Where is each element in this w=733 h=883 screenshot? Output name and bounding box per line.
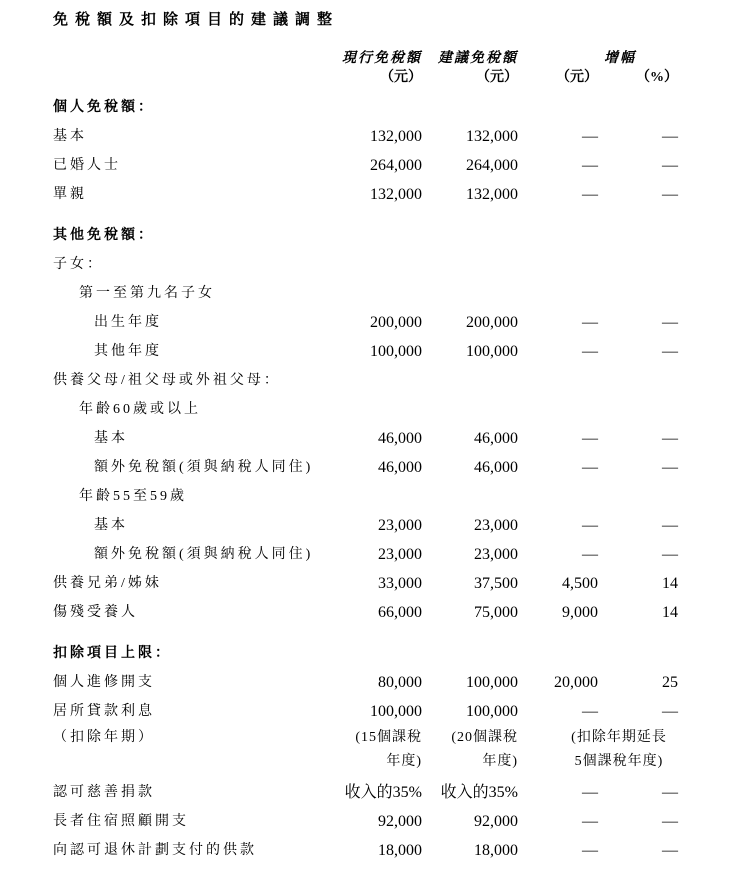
row-label: 年齡60歲或以上: [79, 402, 201, 417]
cell-current-allowance: 132,000: [370, 128, 422, 145]
cell-increase-pct: —: [662, 157, 678, 174]
cell-increase-amount: —: [582, 186, 598, 203]
cell-increase-pct: —: [662, 842, 678, 859]
cell-increase-amount: 20,000: [554, 674, 598, 691]
cell-proposed-allowance: 37,500: [474, 575, 518, 592]
cell-increase-pct: —: [662, 703, 678, 720]
cell-current-allowance: 200,000: [370, 314, 422, 331]
cell-current-allowance: 66,000: [378, 604, 422, 621]
header-proposed-allowance: 建議免稅額: [438, 51, 518, 66]
table-row: [53, 453, 733, 482]
cell-increase-amount: —: [582, 546, 598, 563]
cell-increase-pct: 25: [662, 674, 678, 691]
row-label: 額外免稅額(須與納稅人同住): [94, 460, 314, 475]
cell-proposed-allowance: 收入的35%: [440, 784, 518, 801]
row-label: 向認可退休計劃支付的供款: [53, 843, 257, 858]
cell-increase-amount: —: [582, 703, 598, 720]
table-row: [53, 482, 733, 511]
cell-current-allowance: 23,000: [378, 517, 422, 534]
row-label: 基本: [94, 518, 128, 533]
cell-increase-amount: —: [582, 517, 598, 534]
cell-increase-pct: —: [662, 314, 678, 331]
row-label: 扣除項目上限：: [53, 646, 172, 661]
cell-increase-pct: —: [662, 186, 678, 203]
cell-current-allowance: 46,000: [378, 430, 422, 447]
cell-proposed-allowance: 200,000: [466, 314, 518, 331]
cell-proposed-allowance: 100,000: [466, 703, 518, 720]
table-row: [53, 279, 733, 308]
cell-line: 年度): [482, 754, 518, 769]
cell-proposed-allowance: 23,000: [474, 517, 518, 534]
row-label: 認可慈善捐款: [53, 785, 155, 800]
table-row: [53, 180, 733, 209]
cell-increase-pct: —: [662, 517, 678, 534]
row-label: 單親: [53, 187, 87, 202]
header-increase-amount-unit: （元）: [556, 70, 598, 85]
cell-proposed-allowance: 18,000: [474, 842, 518, 859]
cell-proposed-allowance: 92,000: [474, 813, 518, 830]
cell-increase-amount: —: [582, 128, 598, 145]
table-row: [53, 639, 733, 668]
table-row: [53, 308, 733, 337]
table-header: [53, 50, 733, 87]
row-label: 個人進修開支: [53, 675, 155, 690]
cell-current-allowance: 132,000: [370, 186, 422, 203]
row-label: 居所貸款利息: [53, 704, 155, 719]
table-row: [53, 668, 733, 697]
header-increase: 增幅: [604, 51, 636, 66]
cell-increase-amount: —: [582, 157, 598, 174]
cell-proposed-allowance: [422, 726, 518, 778]
cell-current-allowance: 100,000: [370, 343, 422, 360]
cell-line: (20個課稅: [451, 730, 518, 745]
table-row: [53, 337, 733, 366]
cell-increase-pct: —: [662, 459, 678, 476]
cell-proposed-allowance: 264,000: [466, 157, 518, 174]
table-row: [53, 836, 733, 865]
table-row: [53, 250, 733, 279]
row-label: 第一至第九名子女: [79, 286, 215, 301]
table-row: [53, 598, 733, 627]
cell-current-allowance: 33,000: [378, 575, 422, 592]
row-label: 供養父母/祖父母或外祖父母：: [53, 373, 281, 388]
row-label: 供養兄弟/姊妹: [53, 576, 162, 591]
row-label: 其他免稅額：: [53, 228, 155, 243]
row-label: 額外免稅額(須與納稅人同住): [94, 547, 314, 562]
table-row: [53, 122, 733, 151]
cell-increase-amount: —: [582, 842, 598, 859]
row-label: 子女：: [53, 257, 104, 272]
cell-current-allowance: 收入的35%: [344, 784, 422, 801]
cell-current-allowance: 80,000: [378, 674, 422, 691]
cell-increase-pct: —: [662, 128, 678, 145]
table-row: [53, 424, 733, 453]
cell-current-allowance: 18,000: [378, 842, 422, 859]
cell-increase-pct: —: [662, 813, 678, 830]
row-label: 年齡55至59歲: [79, 489, 187, 504]
cell-increase-amount: —: [582, 784, 598, 801]
cell-current-allowance: 92,000: [378, 813, 422, 830]
table-row: [53, 366, 733, 395]
table-row: [53, 778, 733, 807]
cell-current-allowance: [330, 726, 422, 778]
cell-increase-note: [518, 726, 678, 778]
cell-increase-amount: —: [582, 813, 598, 830]
cell-increase-amount: —: [582, 314, 598, 331]
cell-increase-amount: —: [582, 343, 598, 360]
table-rows: [53, 93, 733, 865]
page-title: 免稅額及扣除項目的建議調整: [53, 12, 340, 28]
cell-line: (扣除年期延長: [571, 730, 667, 745]
header-current-allowance: 現行免稅額: [342, 51, 422, 66]
cell-proposed-allowance: 46,000: [474, 459, 518, 476]
header-spacer: [53, 50, 330, 68]
cell-increase-pct: —: [662, 784, 678, 801]
row-label: 已婚人士: [53, 158, 121, 173]
row-label: 傷殘受養人: [53, 605, 138, 620]
table-row: [53, 151, 733, 180]
row-label: （扣除年期）: [53, 730, 155, 745]
cell-line: (15個課稅: [355, 730, 422, 745]
cell-current-allowance: 23,000: [378, 546, 422, 563]
header-current-unit: （元）: [380, 70, 422, 85]
table-row: [53, 511, 733, 540]
cell-proposed-allowance: 23,000: [474, 546, 518, 563]
header-proposed-unit: （元）: [476, 70, 518, 85]
table-row: [53, 540, 733, 569]
table-row: [53, 569, 733, 598]
header-increase-pct-unit: （%）: [636, 70, 678, 85]
cell-current-allowance: 100,000: [370, 703, 422, 720]
cell-increase-amount: 4,500: [562, 575, 598, 592]
table-row: [53, 697, 733, 726]
cell-proposed-allowance: 75,000: [474, 604, 518, 621]
cell-increase-pct: —: [662, 430, 678, 447]
row-label: 基本: [53, 129, 87, 144]
cell-increase-amount: —: [582, 459, 598, 476]
cell-current-allowance: 46,000: [378, 459, 422, 476]
row-label: 其他年度: [94, 344, 162, 359]
cell-proposed-allowance: 46,000: [474, 430, 518, 447]
table-row: [53, 726, 733, 778]
table-row: [53, 221, 733, 250]
cell-line: 5個課稅年度): [574, 754, 664, 769]
cell-proposed-allowance: 132,000: [466, 186, 518, 203]
cell-increase-pct: —: [662, 546, 678, 563]
cell-proposed-allowance: 132,000: [466, 128, 518, 145]
cell-increase-pct: 14: [662, 575, 678, 592]
table-row: [53, 395, 733, 424]
cell-proposed-allowance: 100,000: [466, 343, 518, 360]
cell-proposed-allowance: 100,000: [466, 674, 518, 691]
cell-increase-pct: 14: [662, 604, 678, 621]
cell-current-allowance: 264,000: [370, 157, 422, 174]
row-label: 個人免稅額：: [53, 100, 155, 115]
row-label: 基本: [94, 431, 128, 446]
cell-increase-amount: 9,000: [562, 604, 598, 621]
row-label: 長者住宿照顧開支: [53, 814, 189, 829]
cell-increase-amount: —: [582, 430, 598, 447]
cell-line: 年度): [386, 754, 422, 769]
table-row: [53, 93, 733, 122]
header-spacer: [53, 68, 330, 87]
cell-increase-pct: —: [662, 343, 678, 360]
row-label: 出生年度: [94, 315, 162, 330]
table-row: [53, 807, 733, 836]
